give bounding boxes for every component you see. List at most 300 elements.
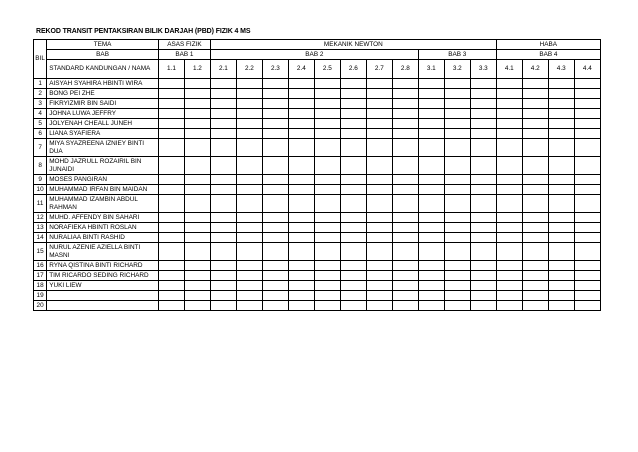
score-cell[interactable]: [418, 261, 444, 271]
score-cell[interactable]: [522, 233, 548, 243]
score-cell[interactable]: [522, 129, 548, 139]
score-cell[interactable]: [184, 261, 210, 271]
score-cell[interactable]: [470, 139, 496, 157]
score-cell[interactable]: [496, 119, 522, 129]
score-cell[interactable]: [210, 243, 236, 261]
score-cell[interactable]: [522, 185, 548, 195]
score-cell[interactable]: [288, 243, 314, 261]
score-cell[interactable]: [158, 271, 184, 281]
score-cell[interactable]: [184, 271, 210, 281]
score-cell[interactable]: [340, 195, 366, 213]
score-cell[interactable]: [470, 185, 496, 195]
score-cell[interactable]: [366, 301, 392, 311]
score-cell[interactable]: [574, 175, 600, 185]
score-cell[interactable]: [314, 223, 340, 233]
score-cell[interactable]: [574, 271, 600, 281]
score-cell[interactable]: [314, 281, 340, 291]
score-cell[interactable]: [184, 139, 210, 157]
score-cell[interactable]: [548, 89, 574, 99]
score-cell[interactable]: [184, 79, 210, 89]
score-cell[interactable]: [392, 89, 418, 99]
score-cell[interactable]: [340, 261, 366, 271]
score-cell[interactable]: [314, 129, 340, 139]
score-cell[interactable]: [314, 291, 340, 301]
score-cell[interactable]: [314, 89, 340, 99]
score-cell[interactable]: [444, 99, 470, 109]
score-cell[interactable]: [262, 89, 288, 99]
score-cell[interactable]: [496, 175, 522, 185]
score-cell[interactable]: [158, 243, 184, 261]
score-cell[interactable]: [470, 119, 496, 129]
score-cell[interactable]: [548, 175, 574, 185]
score-cell[interactable]: [392, 233, 418, 243]
score-cell[interactable]: [574, 291, 600, 301]
score-cell[interactable]: [496, 99, 522, 109]
score-cell[interactable]: [236, 79, 262, 89]
score-cell[interactable]: [444, 109, 470, 119]
score-cell[interactable]: [184, 233, 210, 243]
score-cell[interactable]: [444, 261, 470, 271]
score-cell[interactable]: [392, 139, 418, 157]
score-cell[interactable]: [210, 79, 236, 89]
score-cell[interactable]: [392, 301, 418, 311]
score-cell[interactable]: [418, 99, 444, 109]
score-cell[interactable]: [288, 213, 314, 223]
score-cell[interactable]: [522, 281, 548, 291]
score-cell[interactable]: [470, 157, 496, 175]
score-cell[interactable]: [314, 195, 340, 213]
score-cell[interactable]: [314, 119, 340, 129]
score-cell[interactable]: [288, 175, 314, 185]
score-cell[interactable]: [314, 175, 340, 185]
score-cell[interactable]: [340, 109, 366, 119]
score-cell[interactable]: [522, 139, 548, 157]
score-cell[interactable]: [210, 213, 236, 223]
score-cell[interactable]: [548, 79, 574, 89]
score-cell[interactable]: [184, 185, 210, 195]
score-cell[interactable]: [236, 261, 262, 271]
score-cell[interactable]: [158, 301, 184, 311]
score-cell[interactable]: [496, 281, 522, 291]
score-cell[interactable]: [470, 291, 496, 301]
score-cell[interactable]: [444, 213, 470, 223]
score-cell[interactable]: [262, 195, 288, 213]
score-cell[interactable]: [236, 89, 262, 99]
score-cell[interactable]: [184, 223, 210, 233]
score-cell[interactable]: [522, 119, 548, 129]
score-cell[interactable]: [314, 157, 340, 175]
score-cell[interactable]: [184, 157, 210, 175]
score-cell[interactable]: [418, 271, 444, 281]
score-cell[interactable]: [158, 185, 184, 195]
score-cell[interactable]: [314, 233, 340, 243]
score-cell[interactable]: [210, 281, 236, 291]
score-cell[interactable]: [470, 233, 496, 243]
score-cell[interactable]: [548, 119, 574, 129]
score-cell[interactable]: [236, 301, 262, 311]
score-cell[interactable]: [314, 213, 340, 223]
score-cell[interactable]: [184, 213, 210, 223]
score-cell[interactable]: [314, 261, 340, 271]
score-cell[interactable]: [158, 89, 184, 99]
score-cell[interactable]: [548, 233, 574, 243]
score-cell[interactable]: [236, 157, 262, 175]
score-cell[interactable]: [262, 233, 288, 243]
score-cell[interactable]: [158, 109, 184, 119]
score-cell[interactable]: [574, 89, 600, 99]
score-cell[interactable]: [522, 157, 548, 175]
score-cell[interactable]: [548, 139, 574, 157]
score-cell[interactable]: [574, 99, 600, 109]
score-cell[interactable]: [210, 89, 236, 99]
score-cell[interactable]: [340, 301, 366, 311]
score-cell[interactable]: [548, 243, 574, 261]
score-cell[interactable]: [392, 281, 418, 291]
score-cell[interactable]: [522, 213, 548, 223]
score-cell[interactable]: [288, 139, 314, 157]
score-cell[interactable]: [366, 129, 392, 139]
score-cell[interactable]: [158, 233, 184, 243]
score-cell[interactable]: [392, 195, 418, 213]
score-cell[interactable]: [418, 129, 444, 139]
score-cell[interactable]: [236, 233, 262, 243]
score-cell[interactable]: [288, 109, 314, 119]
score-cell[interactable]: [314, 139, 340, 157]
score-cell[interactable]: [314, 271, 340, 281]
score-cell[interactable]: [340, 175, 366, 185]
score-cell[interactable]: [288, 157, 314, 175]
score-cell[interactable]: [262, 99, 288, 109]
score-cell[interactable]: [366, 213, 392, 223]
score-cell[interactable]: [548, 291, 574, 301]
score-cell[interactable]: [444, 175, 470, 185]
score-cell[interactable]: [262, 271, 288, 281]
score-cell[interactable]: [366, 223, 392, 233]
score-cell[interactable]: [418, 79, 444, 89]
score-cell[interactable]: [210, 223, 236, 233]
score-cell[interactable]: [366, 271, 392, 281]
score-cell[interactable]: [470, 89, 496, 99]
score-cell[interactable]: [496, 89, 522, 99]
score-cell[interactable]: [288, 119, 314, 129]
score-cell[interactable]: [236, 139, 262, 157]
score-cell[interactable]: [184, 89, 210, 99]
score-cell[interactable]: [496, 223, 522, 233]
score-cell[interactable]: [444, 281, 470, 291]
score-cell[interactable]: [548, 281, 574, 291]
score-cell[interactable]: [548, 99, 574, 109]
score-cell[interactable]: [262, 185, 288, 195]
score-cell[interactable]: [470, 261, 496, 271]
score-cell[interactable]: [158, 157, 184, 175]
score-cell[interactable]: [262, 223, 288, 233]
score-cell[interactable]: [574, 195, 600, 213]
score-cell[interactable]: [262, 157, 288, 175]
score-cell[interactable]: [340, 129, 366, 139]
score-cell[interactable]: [392, 79, 418, 89]
score-cell[interactable]: [340, 79, 366, 89]
score-cell[interactable]: [574, 109, 600, 119]
score-cell[interactable]: [548, 185, 574, 195]
score-cell[interactable]: [366, 281, 392, 291]
score-cell[interactable]: [158, 175, 184, 185]
score-cell[interactable]: [340, 223, 366, 233]
score-cell[interactable]: [366, 233, 392, 243]
score-cell[interactable]: [522, 109, 548, 119]
score-cell[interactable]: [548, 223, 574, 233]
score-cell[interactable]: [470, 99, 496, 109]
score-cell[interactable]: [262, 243, 288, 261]
score-cell[interactable]: [158, 119, 184, 129]
score-cell[interactable]: [288, 261, 314, 271]
score-cell[interactable]: [158, 213, 184, 223]
score-cell[interactable]: [340, 233, 366, 243]
score-cell[interactable]: [210, 233, 236, 243]
score-cell[interactable]: [418, 213, 444, 223]
score-cell[interactable]: [496, 271, 522, 281]
score-cell[interactable]: [470, 301, 496, 311]
score-cell[interactable]: [496, 185, 522, 195]
score-cell[interactable]: [210, 291, 236, 301]
score-cell[interactable]: [392, 223, 418, 233]
score-cell[interactable]: [418, 195, 444, 213]
score-cell[interactable]: [262, 129, 288, 139]
score-cell[interactable]: [392, 119, 418, 129]
score-cell[interactable]: [444, 119, 470, 129]
score-cell[interactable]: [444, 129, 470, 139]
score-cell[interactable]: [158, 195, 184, 213]
score-cell[interactable]: [418, 157, 444, 175]
score-cell[interactable]: [418, 109, 444, 119]
score-cell[interactable]: [392, 99, 418, 109]
score-cell[interactable]: [392, 261, 418, 271]
score-cell[interactable]: [392, 129, 418, 139]
score-cell[interactable]: [522, 175, 548, 185]
score-cell[interactable]: [522, 291, 548, 301]
score-cell[interactable]: [522, 195, 548, 213]
score-cell[interactable]: [496, 157, 522, 175]
score-cell[interactable]: [574, 129, 600, 139]
score-cell[interactable]: [366, 243, 392, 261]
score-cell[interactable]: [262, 119, 288, 129]
score-cell[interactable]: [418, 223, 444, 233]
score-cell[interactable]: [548, 213, 574, 223]
score-cell[interactable]: [444, 157, 470, 175]
score-cell[interactable]: [184, 291, 210, 301]
score-cell[interactable]: [574, 213, 600, 223]
score-cell[interactable]: [158, 99, 184, 109]
score-cell[interactable]: [184, 109, 210, 119]
score-cell[interactable]: [314, 79, 340, 89]
score-cell[interactable]: [236, 271, 262, 281]
score-cell[interactable]: [470, 109, 496, 119]
score-cell[interactable]: [236, 99, 262, 109]
score-cell[interactable]: [522, 301, 548, 311]
score-cell[interactable]: [366, 185, 392, 195]
score-cell[interactable]: [418, 243, 444, 261]
score-cell[interactable]: [366, 195, 392, 213]
score-cell[interactable]: [574, 157, 600, 175]
score-cell[interactable]: [262, 175, 288, 185]
score-cell[interactable]: [522, 89, 548, 99]
score-cell[interactable]: [548, 261, 574, 271]
score-cell[interactable]: [184, 99, 210, 109]
score-cell[interactable]: [392, 271, 418, 281]
score-cell[interactable]: [444, 301, 470, 311]
score-cell[interactable]: [210, 301, 236, 311]
score-cell[interactable]: [548, 157, 574, 175]
score-cell[interactable]: [392, 213, 418, 223]
score-cell[interactable]: [470, 195, 496, 213]
score-cell[interactable]: [574, 185, 600, 195]
score-cell[interactable]: [314, 243, 340, 261]
score-cell[interactable]: [574, 261, 600, 271]
score-cell[interactable]: [262, 291, 288, 301]
score-cell[interactable]: [366, 79, 392, 89]
score-cell[interactable]: [392, 157, 418, 175]
score-cell[interactable]: [392, 109, 418, 119]
score-cell[interactable]: [496, 233, 522, 243]
score-cell[interactable]: [184, 175, 210, 185]
score-cell[interactable]: [288, 79, 314, 89]
score-cell[interactable]: [236, 223, 262, 233]
score-cell[interactable]: [548, 195, 574, 213]
score-cell[interactable]: [340, 119, 366, 129]
score-cell[interactable]: [496, 243, 522, 261]
score-cell[interactable]: [262, 281, 288, 291]
score-cell[interactable]: [210, 185, 236, 195]
score-cell[interactable]: [314, 301, 340, 311]
score-cell[interactable]: [158, 223, 184, 233]
score-cell[interactable]: [444, 89, 470, 99]
score-cell[interactable]: [210, 139, 236, 157]
score-cell[interactable]: [288, 233, 314, 243]
score-cell[interactable]: [210, 109, 236, 119]
score-cell[interactable]: [366, 99, 392, 109]
score-cell[interactable]: [418, 185, 444, 195]
score-cell[interactable]: [288, 129, 314, 139]
score-cell[interactable]: [392, 291, 418, 301]
score-cell[interactable]: [522, 243, 548, 261]
score-cell[interactable]: [314, 185, 340, 195]
score-cell[interactable]: [470, 223, 496, 233]
score-cell[interactable]: [262, 109, 288, 119]
score-cell[interactable]: [548, 301, 574, 311]
score-cell[interactable]: [470, 175, 496, 185]
score-cell[interactable]: [236, 281, 262, 291]
score-cell[interactable]: [184, 119, 210, 129]
score-cell[interactable]: [262, 261, 288, 271]
score-cell[interactable]: [314, 109, 340, 119]
score-cell[interactable]: [418, 175, 444, 185]
score-cell[interactable]: [366, 139, 392, 157]
score-cell[interactable]: [288, 301, 314, 311]
score-cell[interactable]: [418, 139, 444, 157]
score-cell[interactable]: [418, 89, 444, 99]
score-cell[interactable]: [470, 281, 496, 291]
score-cell[interactable]: [236, 119, 262, 129]
score-cell[interactable]: [444, 223, 470, 233]
score-cell[interactable]: [236, 175, 262, 185]
score-cell[interactable]: [574, 223, 600, 233]
score-cell[interactable]: [236, 243, 262, 261]
score-cell[interactable]: [340, 271, 366, 281]
score-cell[interactable]: [288, 195, 314, 213]
score-cell[interactable]: [340, 99, 366, 109]
score-cell[interactable]: [236, 291, 262, 301]
score-cell[interactable]: [418, 119, 444, 129]
score-cell[interactable]: [574, 281, 600, 291]
score-cell[interactable]: [444, 79, 470, 89]
score-cell[interactable]: [444, 291, 470, 301]
score-cell[interactable]: [236, 109, 262, 119]
score-cell[interactable]: [340, 89, 366, 99]
score-cell[interactable]: [158, 261, 184, 271]
score-cell[interactable]: [184, 243, 210, 261]
score-cell[interactable]: [366, 175, 392, 185]
score-cell[interactable]: [522, 223, 548, 233]
score-cell[interactable]: [288, 89, 314, 99]
score-cell[interactable]: [288, 271, 314, 281]
score-cell[interactable]: [522, 261, 548, 271]
score-cell[interactable]: [210, 175, 236, 185]
score-cell[interactable]: [184, 281, 210, 291]
score-cell[interactable]: [574, 139, 600, 157]
score-cell[interactable]: [574, 243, 600, 261]
score-cell[interactable]: [548, 109, 574, 119]
score-cell[interactable]: [158, 129, 184, 139]
score-cell[interactable]: [574, 233, 600, 243]
score-cell[interactable]: [210, 129, 236, 139]
score-cell[interactable]: [444, 243, 470, 261]
score-cell[interactable]: [210, 261, 236, 271]
score-cell[interactable]: [444, 139, 470, 157]
score-cell[interactable]: [496, 213, 522, 223]
score-cell[interactable]: [262, 139, 288, 157]
score-cell[interactable]: [236, 129, 262, 139]
score-cell[interactable]: [418, 291, 444, 301]
score-cell[interactable]: [340, 243, 366, 261]
score-cell[interactable]: [158, 139, 184, 157]
score-cell[interactable]: [496, 129, 522, 139]
score-cell[interactable]: [236, 185, 262, 195]
score-cell[interactable]: [158, 291, 184, 301]
score-cell[interactable]: [366, 291, 392, 301]
score-cell[interactable]: [210, 157, 236, 175]
score-cell[interactable]: [444, 185, 470, 195]
score-cell[interactable]: [418, 233, 444, 243]
score-cell[interactable]: [496, 301, 522, 311]
score-cell[interactable]: [522, 99, 548, 109]
score-cell[interactable]: [366, 157, 392, 175]
score-cell[interactable]: [184, 301, 210, 311]
score-cell[interactable]: [366, 261, 392, 271]
score-cell[interactable]: [470, 243, 496, 261]
score-cell[interactable]: [340, 185, 366, 195]
score-cell[interactable]: [210, 195, 236, 213]
score-cell[interactable]: [288, 99, 314, 109]
score-cell[interactable]: [496, 139, 522, 157]
score-cell[interactable]: [210, 271, 236, 281]
score-cell[interactable]: [548, 271, 574, 281]
score-cell[interactable]: [418, 301, 444, 311]
score-cell[interactable]: [340, 157, 366, 175]
score-cell[interactable]: [496, 79, 522, 89]
score-cell[interactable]: [366, 119, 392, 129]
score-cell[interactable]: [288, 223, 314, 233]
score-cell[interactable]: [496, 261, 522, 271]
score-cell[interactable]: [392, 243, 418, 261]
